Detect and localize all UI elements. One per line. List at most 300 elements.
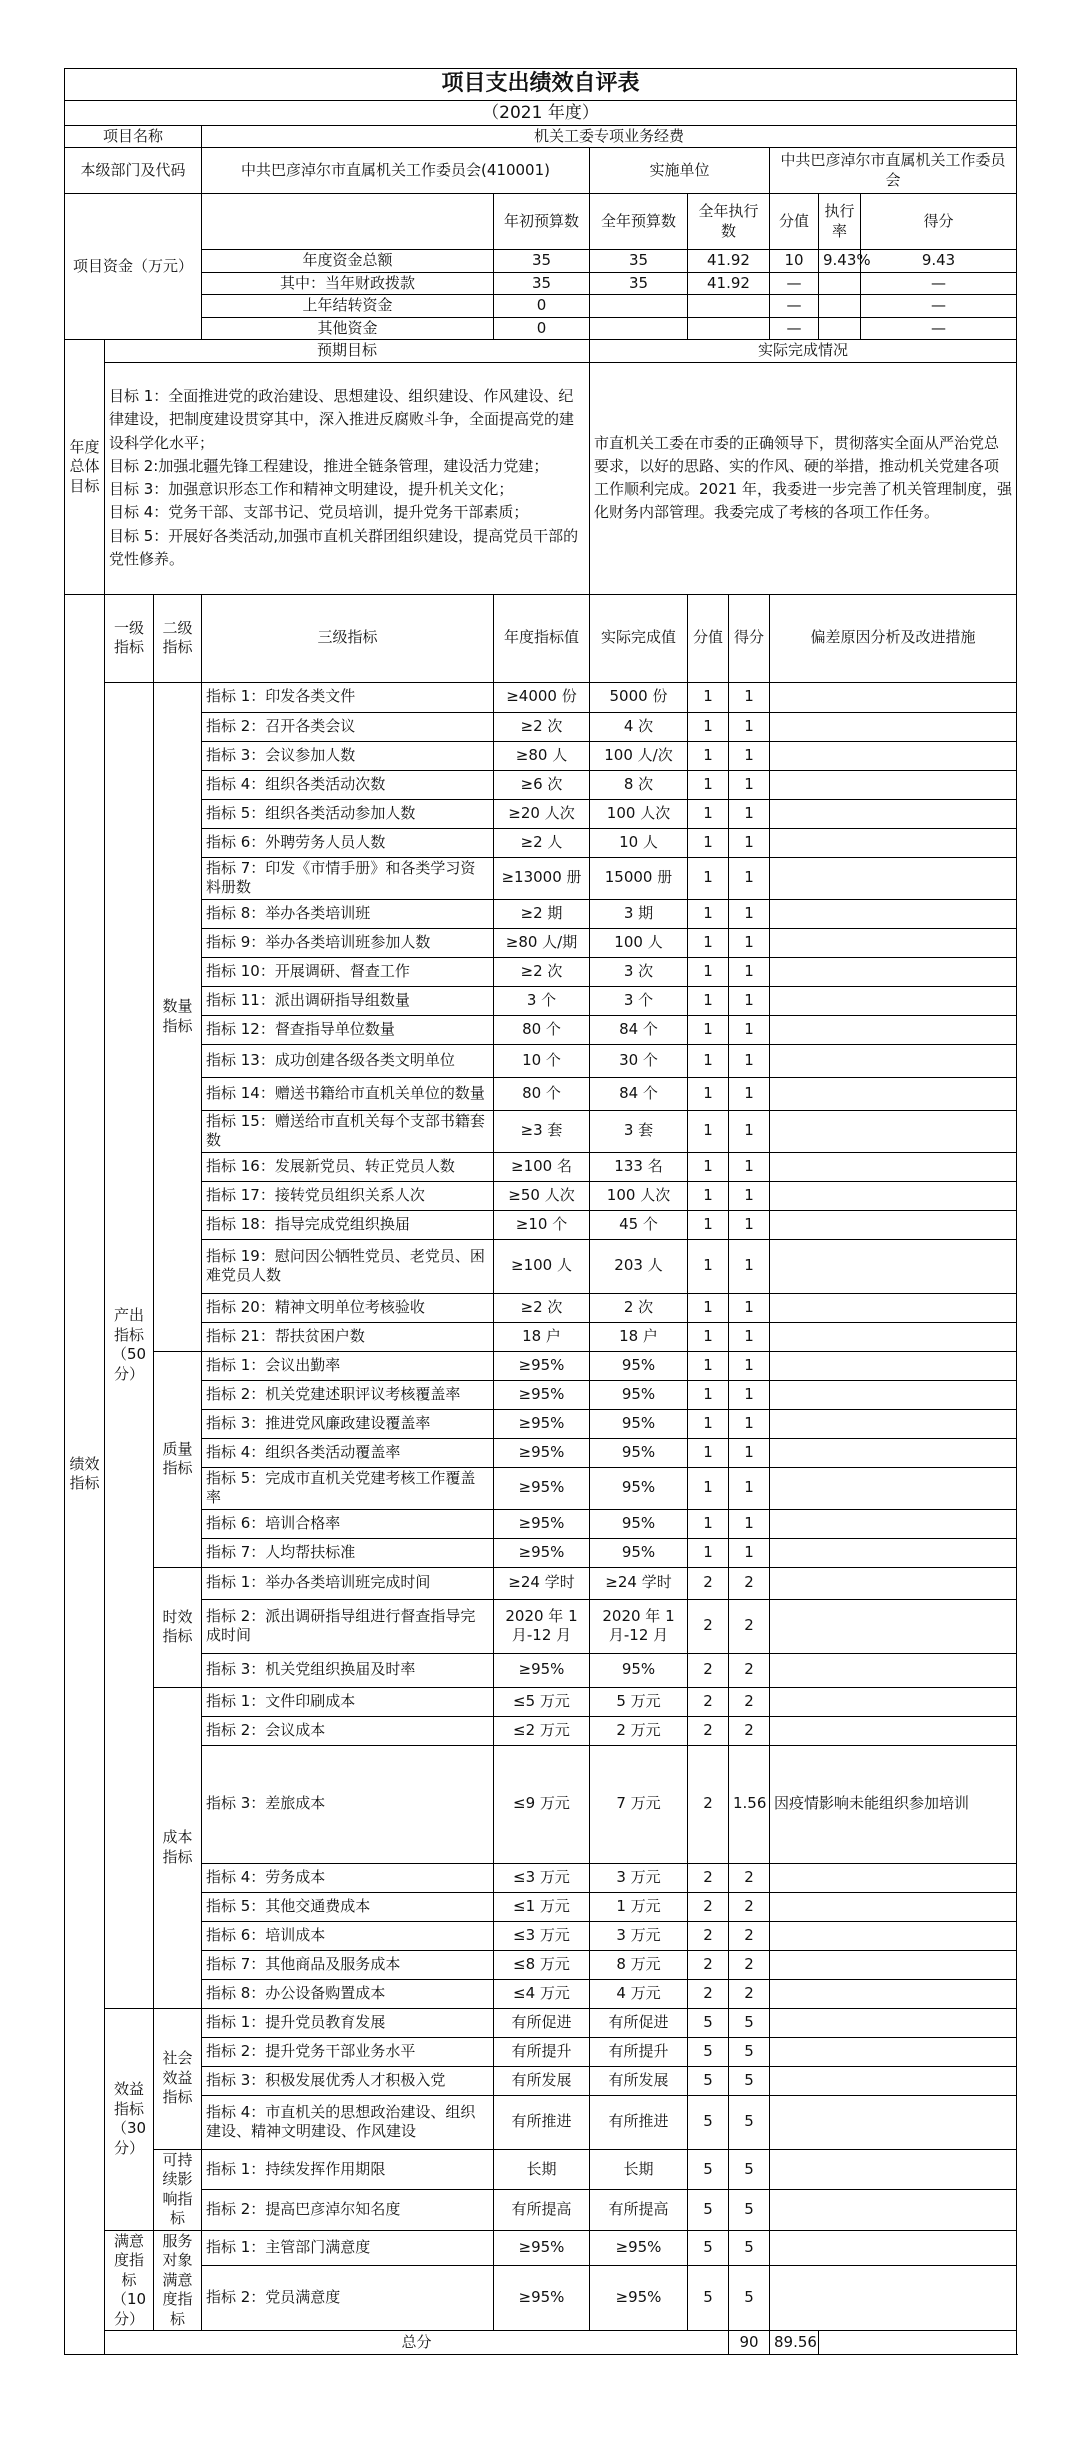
funds-row — [65, 295, 1017, 318]
indicator-target: 10 个 — [494, 1044, 590, 1077]
indicator-name: 指标 3：差旅成本 — [202, 1745, 494, 1863]
funds-header: 执行率 — [819, 194, 861, 250]
indicator-note — [770, 1892, 1017, 1921]
indicator-row — [65, 1351, 1017, 1380]
indicator-note — [770, 1950, 1017, 1979]
indicator-target: ≥50 人次 — [494, 1181, 590, 1210]
indicator-score: 1 — [729, 1077, 770, 1110]
indicator-name: 指标 1：主管部门满意度 — [202, 2230, 494, 2265]
indicator-target: ≤1 万元 — [494, 1892, 590, 1921]
indicator-target: ≥2 次 — [494, 957, 590, 986]
indicator-row — [65, 1210, 1017, 1239]
satisfaction-label: 满意度指标（10 分） — [105, 2230, 154, 2331]
indicator-row — [65, 857, 1017, 899]
funds-budget: 35 — [590, 272, 688, 295]
indicator-row — [65, 828, 1017, 857]
indicator-row — [65, 1538, 1017, 1567]
funds-row-name: 年度资金总额 — [202, 250, 494, 273]
indicator-target: ≤3 万元 — [494, 1863, 590, 1892]
indicator-target: ≤2 万元 — [494, 1716, 590, 1745]
indicator-actual: 95% — [590, 1438, 688, 1467]
indicator-target: ≥95% — [494, 1380, 590, 1409]
indicator-actual: 95% — [590, 1538, 688, 1567]
goal-item: 目标 4：党务干部、支部书记、党员培训，提升党务干部素质； — [109, 503, 529, 522]
indicator-note — [770, 1409, 1017, 1438]
indicator-row — [65, 957, 1017, 986]
indicator-note — [770, 1567, 1017, 1599]
indicator-name: 指标 17：接转党员组织关系人次 — [202, 1181, 494, 1210]
indicator-actual: 95% — [590, 1409, 688, 1438]
indicator-name: 指标 4：劳务成本 — [202, 1863, 494, 1892]
indicator-value: 2 — [688, 1745, 729, 1863]
indicator-note — [770, 1077, 1017, 1110]
indicator-score: 1 — [729, 741, 770, 770]
indicator-score: 1 — [729, 1438, 770, 1467]
indicator-name: 指标 16：发展新党员、转正党员人数 — [202, 1152, 494, 1181]
indicator-row — [65, 1687, 1017, 1716]
indicator-value: 1 — [688, 1351, 729, 1380]
indicator-value: 1 — [688, 1538, 729, 1567]
indicator-value: 1 — [688, 899, 729, 928]
year-row — [65, 100, 1017, 125]
indicator-note — [770, 1921, 1017, 1950]
indicator-row — [65, 1438, 1017, 1467]
funds-exec: 41.92 — [688, 250, 770, 273]
indicator-actual: 有所推进 — [590, 2095, 688, 2149]
indicator-value: 5 — [688, 2095, 729, 2149]
indicator-note — [770, 2265, 1017, 2330]
indicator-actual: 有所发展 — [590, 2066, 688, 2095]
indicator-row — [65, 1950, 1017, 1979]
indicator-row — [65, 770, 1017, 799]
indicator-target: 2020 年 1 月-12 月 — [494, 1599, 590, 1653]
indicator-row — [65, 1716, 1017, 1745]
indicator-target: 3 个 — [494, 986, 590, 1015]
indicator-name: 指标 1：举办各类培训班完成时间 — [202, 1567, 494, 1599]
indicator-row — [65, 1892, 1017, 1921]
indicator-target: ≤5 万元 — [494, 1687, 590, 1716]
indicator-name: 指标 7：人均帮扶标准 — [202, 1538, 494, 1567]
indicator-row — [65, 1745, 1017, 1863]
funds-exec — [688, 295, 770, 318]
indicator-score: 2 — [729, 1599, 770, 1653]
indicator-value: 2 — [688, 1567, 729, 1599]
indicator-name: 指标 2：召开各类会议 — [202, 712, 494, 741]
funds-budget: 35 — [590, 250, 688, 273]
goals-expected — [105, 362, 590, 594]
indicator-row — [65, 1509, 1017, 1538]
indicator-row — [65, 799, 1017, 828]
indicator-target: ≥95% — [494, 1509, 590, 1538]
indicator-row — [65, 1239, 1017, 1293]
indicator-value: 1 — [688, 957, 729, 986]
indicator-score: 1 — [729, 1044, 770, 1077]
goals-actual — [590, 362, 1017, 594]
indicator-value: 5 — [688, 2190, 729, 2231]
indicator-note — [770, 1293, 1017, 1322]
indicator-row — [65, 1599, 1017, 1653]
indicator-score: 5 — [729, 2008, 770, 2037]
department-label: 本级部门及代码 — [65, 148, 202, 194]
indicator-row — [65, 2008, 1017, 2037]
indicator-target: 长期 — [494, 2149, 590, 2190]
indicator-score: 1 — [729, 899, 770, 928]
indicator-row — [65, 712, 1017, 741]
funds-rate: 9.43% — [819, 250, 861, 273]
indicator-actual: 203 人 — [590, 1239, 688, 1293]
indicator-row — [65, 899, 1017, 928]
indicator-note — [770, 899, 1017, 928]
indicator-score: 2 — [729, 1979, 770, 2008]
project-name-row — [65, 125, 1017, 148]
indicator-row — [65, 1110, 1017, 1152]
indicator-name: 指标 2：会议成本 — [202, 1716, 494, 1745]
indicator-value: 2 — [688, 1892, 729, 1921]
indicator-actual: ≥95% — [590, 2265, 688, 2330]
indicator-name: 指标 6：培训成本 — [202, 1921, 494, 1950]
total-value: 90 — [729, 2331, 770, 2355]
indicator-name: 指标 3：积极发展优秀人才积极入党 — [202, 2066, 494, 2095]
indicator-value: 5 — [688, 2265, 729, 2330]
indicator-actual: 5 万元 — [590, 1687, 688, 1716]
indicator-value: 1 — [688, 1467, 729, 1509]
indicator-name: 指标 2：提升党务干部业务水平 — [202, 2037, 494, 2066]
indicator-score: 1 — [729, 1181, 770, 1210]
indicator-name: 指标 4：组织各类活动次数 — [202, 770, 494, 799]
funds-score: — — [861, 317, 1017, 340]
funds-initial: 0 — [494, 295, 590, 318]
indicator-name: 指标 7：印发《市情手册》和各类学习资料册数 — [202, 857, 494, 899]
indicator-name: 指标 19：慰问因公牺牲党员、老党员、困难党员人数 — [202, 1239, 494, 1293]
indicator-value: 2 — [688, 1599, 729, 1653]
indicator-score: 1 — [729, 682, 770, 712]
indicator-value: 1 — [688, 857, 729, 899]
indicator-score: 5 — [729, 2095, 770, 2149]
indicator-note — [770, 2095, 1017, 2149]
funds-exec: 41.92 — [688, 272, 770, 295]
goals-label: 年度总体目标 — [65, 340, 105, 595]
funds-rate — [819, 295, 861, 318]
indicator-score: 1 — [729, 1467, 770, 1509]
indicator-actual: 95% — [590, 1467, 688, 1509]
indicator-score: 5 — [729, 2066, 770, 2095]
indicator-target: 18 户 — [494, 1322, 590, 1351]
indicator-score: 1 — [729, 1409, 770, 1438]
indicator-target: ≥20 人次 — [494, 799, 590, 828]
indicator-name: 指标 5：完成市直机关党建考核工作覆盖率 — [202, 1467, 494, 1509]
indicator-note — [770, 986, 1017, 1015]
indicator-note — [770, 2149, 1017, 2190]
indicator-row — [65, 1921, 1017, 1950]
indicator-name: 指标 5：其他交通费成本 — [202, 1892, 494, 1921]
indicator-row — [65, 1380, 1017, 1409]
indicator-note — [770, 1380, 1017, 1409]
indicator-value: 1 — [688, 1077, 729, 1110]
indicator-actual: 3 次 — [590, 957, 688, 986]
indicator-row — [65, 2037, 1017, 2066]
indicator-target: ≥95% — [494, 2265, 590, 2330]
indicator-actual: 3 期 — [590, 899, 688, 928]
indicator-value: 2 — [688, 1950, 729, 1979]
indicator-row — [65, 1181, 1017, 1210]
indicator-target: ≥100 人 — [494, 1239, 590, 1293]
indicator-name: 指标 8：举办各类培训班 — [202, 899, 494, 928]
indicator-note — [770, 2190, 1017, 2231]
indicator-actual: 30 个 — [590, 1044, 688, 1077]
quality-label: 质量指标 — [154, 1351, 202, 1567]
indicator-note — [770, 2037, 1017, 2066]
indicator-actual: 4 万元 — [590, 1979, 688, 2008]
indicator-target: 有所促进 — [494, 2008, 590, 2037]
funds-score-value: — — [770, 295, 819, 318]
perf-header: 二级指标 — [154, 594, 202, 682]
goals-actual-text: 市直机关工委在市委的正确领导下，贯彻落实全面从严治党总要求，以好的思路、实的作风、硬的举措，推动机关党建各项工作顺利完成。2021 年，我委进一步完善了机关管理制度，强化财务内部管理。我委完成了考核的各项工作任务。 — [594, 433, 1012, 522]
indicator-actual: 84 个 — [590, 1015, 688, 1044]
indicator-actual: 100 人 — [590, 928, 688, 957]
indicator-note — [770, 1015, 1017, 1044]
indicator-target: ≥95% — [494, 1653, 590, 1687]
indicator-target: ≥24 学时 — [494, 1567, 590, 1599]
doc-year: （2021 年度） — [65, 100, 1017, 125]
indicator-score: 1 — [729, 1509, 770, 1538]
indicator-note — [770, 1239, 1017, 1293]
funds-initial: 0 — [494, 317, 590, 340]
indicator-score: 2 — [729, 1892, 770, 1921]
funds-row-name: 其他资金 — [202, 317, 494, 340]
indicator-name: 指标 6：培训合格率 — [202, 1509, 494, 1538]
indicator-actual: 长期 — [590, 2149, 688, 2190]
department-row — [65, 148, 1017, 194]
indicator-name: 指标 6：外聘劳务人员人数 — [202, 828, 494, 857]
indicator-row — [65, 2095, 1017, 2149]
total-label: 总分 — [105, 2331, 729, 2355]
indicator-target: ≥95% — [494, 1409, 590, 1438]
indicator-score: 1 — [729, 1538, 770, 1567]
funds-score: — — [861, 295, 1017, 318]
indicator-target: ≥2 次 — [494, 712, 590, 741]
indicator-name: 指标 11：派出调研指导组数量 — [202, 986, 494, 1015]
funds-header: 得分 — [861, 194, 1017, 250]
indicator-actual: 8 次 — [590, 770, 688, 799]
indicator-name: 指标 1：持续发挥作用期限 — [202, 2149, 494, 2190]
goals-actual-header: 实际完成情况 — [590, 340, 1017, 363]
project-name-label: 项目名称 — [65, 125, 202, 148]
indicator-score: 2 — [729, 1950, 770, 1979]
indicator-actual: 100 人次 — [590, 799, 688, 828]
indicator-target: ≥95% — [494, 1538, 590, 1567]
project-name: 机关工委专项业务经费 — [202, 125, 1017, 148]
goal-item: 目标 1：全面推进党的政治建设、思想建设、组织建设、作风建设、纪律建设，把制度建设贯穿其中，深入推进反腐败斗争，全面提高党的建设科学化水平； — [109, 387, 575, 452]
indicator-note — [770, 682, 1017, 712]
indicator-value: 1 — [688, 1181, 729, 1210]
indicator-score: 2 — [729, 1567, 770, 1599]
indicator-actual: 有所提升 — [590, 2037, 688, 2066]
funds-header: 年初预算数 — [494, 194, 590, 250]
indicator-value: 1 — [688, 712, 729, 741]
goals-header-row — [65, 340, 1017, 363]
indicator-score: 1 — [729, 986, 770, 1015]
indicator-note — [770, 2230, 1017, 2265]
goals-content-row — [65, 362, 1017, 594]
indicator-actual: 3 万元 — [590, 1921, 688, 1950]
funds-header: 全年预算数 — [590, 194, 688, 250]
indicator-note — [770, 1687, 1017, 1716]
indicator-actual: 5000 份 — [590, 682, 688, 712]
indicator-score: 1 — [729, 928, 770, 957]
funds-score: — — [861, 272, 1017, 295]
indicator-value: 1 — [688, 928, 729, 957]
indicator-name: 指标 15：赠送给市直机关每个支部书籍套数 — [202, 1110, 494, 1152]
perf-header: 得分 — [729, 594, 770, 682]
indicator-target: ≥2 人 — [494, 828, 590, 857]
funds-row-name: 上年结转资金 — [202, 295, 494, 318]
indicator-name: 指标 12：督查指导单位数量 — [202, 1015, 494, 1044]
social-label: 社会效益指标 — [154, 2008, 202, 2149]
indicator-row — [65, 1044, 1017, 1077]
indicator-note — [770, 1351, 1017, 1380]
indicator-note — [770, 1599, 1017, 1653]
indicator-target: ≥100 名 — [494, 1152, 590, 1181]
indicator-row — [65, 2230, 1017, 2265]
indicator-actual: 1 万元 — [590, 1892, 688, 1921]
indicator-value: 1 — [688, 1438, 729, 1467]
indicator-target: ≥10 个 — [494, 1210, 590, 1239]
indicator-row — [65, 928, 1017, 957]
indicator-actual: 95% — [590, 1509, 688, 1538]
indicator-note — [770, 1322, 1017, 1351]
indicator-note — [770, 1152, 1017, 1181]
indicator-target: ≥80 人 — [494, 741, 590, 770]
indicator-name: 指标 1：会议出勤率 — [202, 1351, 494, 1380]
indicator-name: 指标 21：帮扶贫困户数 — [202, 1322, 494, 1351]
funds-exec — [688, 317, 770, 340]
indicator-score: 5 — [729, 2230, 770, 2265]
indicator-target: ≥95% — [494, 2230, 590, 2265]
indicator-row — [65, 741, 1017, 770]
indicator-row — [65, 1152, 1017, 1181]
indicator-score: 1 — [729, 1293, 770, 1322]
indicator-note — [770, 1210, 1017, 1239]
indicator-value: 1 — [688, 1210, 729, 1239]
indicator-value: 1 — [688, 1509, 729, 1538]
funds-corner-cell — [202, 194, 494, 250]
indicator-score: 1 — [729, 1322, 770, 1351]
indicator-actual: ≥24 学时 — [590, 1567, 688, 1599]
implementer-value: 中共巴彦淖尔市直属机关工作委员会 — [770, 148, 1017, 194]
perf-header-row — [65, 594, 1017, 682]
indicator-score: 5 — [729, 2190, 770, 2231]
funds-row — [65, 272, 1017, 295]
indicator-target: ≤9 万元 — [494, 1745, 590, 1863]
indicator-note — [770, 712, 1017, 741]
indicator-value: 1 — [688, 1380, 729, 1409]
indicator-target: ≤3 万元 — [494, 1921, 590, 1950]
title-row — [65, 69, 1017, 101]
indicator-note — [770, 1181, 1017, 1210]
indicator-value: 2 — [688, 1687, 729, 1716]
indicator-note — [770, 1509, 1017, 1538]
goal-item: 目标 5：开展好各类活动,加强市直机关群团组织建设，提高党员干部的党性修养。 — [109, 526, 579, 568]
perf-header: 分值 — [688, 594, 729, 682]
perf-header: 年度指标值 — [494, 594, 590, 682]
indicator-value: 1 — [688, 1239, 729, 1293]
indicator-value: 5 — [688, 2230, 729, 2265]
indicator-target: ≥13000 册 — [494, 857, 590, 899]
indicator-note — [770, 928, 1017, 957]
sustain-label: 可持续影响指标 — [154, 2149, 202, 2230]
indicator-value: 1 — [688, 1152, 729, 1181]
indicator-value: 2 — [688, 1979, 729, 2008]
indicator-row — [65, 1863, 1017, 1892]
indicator-actual: 95% — [590, 1653, 688, 1687]
indicator-name: 指标 4：市直机关的思想政治建设、组织建设、精神文明建设、作风建设 — [202, 2095, 494, 2149]
indicator-score: 2 — [729, 1863, 770, 1892]
indicator-score: 1 — [729, 712, 770, 741]
indicator-row — [65, 1077, 1017, 1110]
goal-item: 目标 2:加强北疆先锋工程建设，推进全链条管理，建设活力党建； — [109, 456, 549, 475]
indicator-name: 指标 2：党员满意度 — [202, 2265, 494, 2330]
indicator-row — [65, 1293, 1017, 1322]
indicator-value: 1 — [688, 799, 729, 828]
indicator-actual: 2 次 — [590, 1293, 688, 1322]
indicator-name: 指标 18：指导完成党组织换届 — [202, 1210, 494, 1239]
indicator-score: 1 — [729, 828, 770, 857]
indicator-actual: 3 个 — [590, 986, 688, 1015]
indicator-value: 2 — [688, 1863, 729, 1892]
indicator-actual: 3 万元 — [590, 1863, 688, 1892]
indicator-score: 2 — [729, 1653, 770, 1687]
indicator-note — [770, 1863, 1017, 1892]
indicator-note: 因疫情影响未能组织参加培训 — [770, 1745, 1017, 1863]
cost-label: 成本指标 — [154, 1687, 202, 2008]
indicator-name: 指标 4：组织各类活动覆盖率 — [202, 1438, 494, 1467]
indicator-value: 1 — [688, 1322, 729, 1351]
indicator-name: 指标 8：办公设备购置成本 — [202, 1979, 494, 2008]
indicator-name: 指标 3：会议参加人数 — [202, 741, 494, 770]
indicator-note — [770, 2066, 1017, 2095]
indicator-row — [65, 986, 1017, 1015]
funds-score-value: — — [770, 317, 819, 340]
implementer-label: 实施单位 — [590, 148, 770, 194]
indicator-value: 5 — [688, 2037, 729, 2066]
output-label: 产出指标（50 分） — [105, 682, 154, 2008]
indicator-note — [770, 1044, 1017, 1077]
indicator-note — [770, 1110, 1017, 1152]
indicator-note — [770, 770, 1017, 799]
funds-header-row — [65, 194, 1017, 250]
indicator-note — [770, 1653, 1017, 1687]
indicator-target: ≥95% — [494, 1467, 590, 1509]
indicator-actual: 133 名 — [590, 1152, 688, 1181]
indicator-name: 指标 1：印发各类文件 — [202, 682, 494, 712]
indicator-value: 5 — [688, 2066, 729, 2095]
indicator-note — [770, 2008, 1017, 2037]
funds-budget — [590, 295, 688, 318]
indicator-note — [770, 828, 1017, 857]
indicator-actual: 7 万元 — [590, 1745, 688, 1863]
indicator-row — [65, 1409, 1017, 1438]
indicator-note — [770, 857, 1017, 899]
funds-header: 分值 — [770, 194, 819, 250]
indicator-actual: 2 万元 — [590, 1716, 688, 1745]
indicator-target: ≥95% — [494, 1438, 590, 1467]
indicator-row — [65, 2190, 1017, 2231]
indicator-actual: 95% — [590, 1351, 688, 1380]
funds-row — [65, 317, 1017, 340]
self-evaluation-table — [64, 68, 1017, 2355]
funds-budget — [590, 317, 688, 340]
indicator-value: 1 — [688, 1293, 729, 1322]
